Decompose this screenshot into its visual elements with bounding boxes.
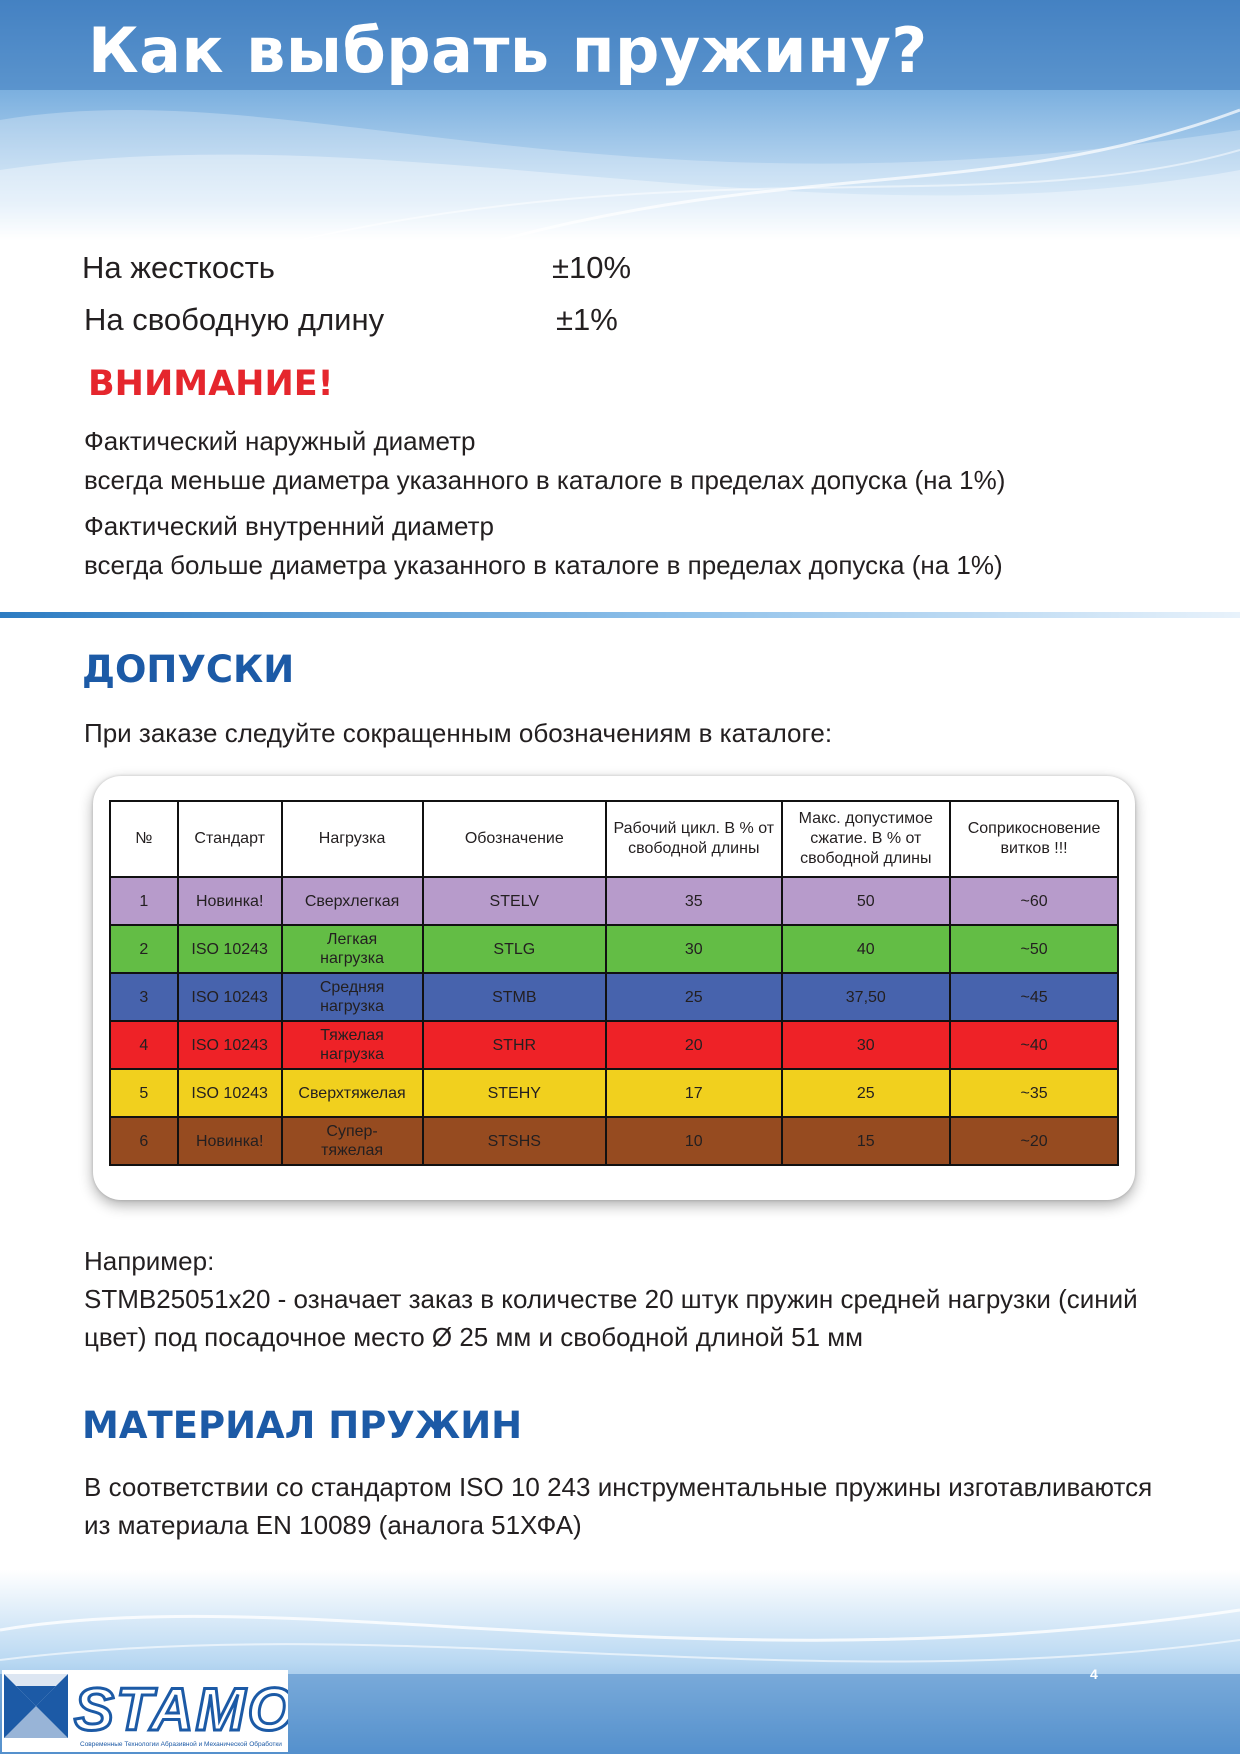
table-header-cell: Соприкосновение витков !!!	[950, 801, 1118, 877]
table-cell: 25	[782, 1069, 951, 1117]
header-banner	[0, 0, 1240, 240]
table-cell: 37,50	[782, 973, 951, 1021]
table-row	[110, 973, 1118, 1021]
table-cell: Легкая нагрузка	[282, 925, 423, 973]
table-cell: 30	[606, 925, 781, 973]
table-cell: STMB	[423, 973, 607, 1021]
attention-heading: ВНИМАНИЕ!	[88, 364, 334, 404]
stamo-logo	[2, 1670, 288, 1752]
table-cell: Средняя нагрузка	[282, 973, 423, 1021]
table-cell: ISO 10243	[178, 1069, 282, 1117]
attention-line: всегда больше диаметра указанного в каталоге в пределах допуска (на 1%)	[84, 550, 1003, 580]
table-cell: Сверхтяжелая	[282, 1069, 423, 1117]
attention-line: Фактический внутренний диаметр	[84, 511, 494, 541]
dopuski-intro: При заказе следуйте сокращенным обозначениям в каталоге:	[84, 718, 833, 748]
table-cell: ~50	[950, 925, 1118, 973]
table-cell: ~35	[950, 1069, 1118, 1117]
table-cell: Новинка!	[178, 1117, 282, 1165]
table-cell: STLG	[423, 925, 607, 973]
tolerance-label-stiffness: На жесткость	[82, 250, 275, 285]
table-row	[110, 925, 1118, 973]
table-header-cell: Стандарт	[178, 801, 282, 877]
table-cell: 2	[110, 925, 178, 973]
section-divider	[0, 612, 1240, 618]
material-heading: МАТЕРИАЛ ПРУЖИН	[82, 1404, 523, 1447]
example-line: цвет) под посадочное место Ø 25 мм и свободной длиной 51 мм	[84, 1322, 864, 1352]
table-header-cell: Рабочий цикл. В % от свободной длины	[606, 801, 781, 877]
table-cell: STSHS	[423, 1117, 607, 1165]
page-title: Как выбрать пружину?	[88, 14, 928, 87]
table-header-cell: Нагрузка	[282, 801, 423, 877]
example-line: STMB25051x20 - означает заказ в количестве 20 штук пружин средней нагрузки (синий	[84, 1284, 1138, 1314]
table-cell: 15	[782, 1117, 951, 1165]
tolerance-value-free-length: ±1%	[556, 302, 618, 337]
tolerance-label-free-length: На свободную длину	[84, 302, 385, 337]
table-header-cell: Макс. допустимое сжатие. В % от свободной длины	[782, 801, 951, 877]
attention-line: всегда меньше диаметра указанного в каталоге в пределах допуска (на 1%)	[84, 465, 1006, 495]
table-cell: 25	[606, 973, 781, 1021]
table-cell: STEHY	[423, 1069, 607, 1117]
example-heading: Например:	[84, 1246, 215, 1276]
table-cell: 5	[110, 1069, 178, 1117]
attention-line: Фактический наружный диаметр	[84, 426, 476, 456]
table-cell: 50	[782, 877, 951, 925]
table-header-cell: №	[110, 801, 178, 877]
table-cell: ISO 10243	[178, 925, 282, 973]
tolerance-value-stiffness: ±10%	[552, 250, 632, 285]
table-row	[110, 1021, 1118, 1069]
logo-text: STAMO	[74, 1676, 288, 1743]
page-number: 4	[1090, 1666, 1098, 1682]
table-cell: 1	[110, 877, 178, 925]
table-header-cell: Обозначение	[423, 801, 607, 877]
table-cell: Тяжелая нагрузка	[282, 1021, 423, 1069]
table-cell: 4	[110, 1021, 178, 1069]
table-cell: 30	[782, 1021, 951, 1069]
tolerance-table-card	[93, 776, 1135, 1200]
logo-tagline: Современные Технологии Абразивной и Механической Обработки	[80, 1741, 282, 1748]
table-cell: ~45	[950, 973, 1118, 1021]
table-cell: ISO 10243	[178, 1021, 282, 1069]
table-cell: Сверхлегкая	[282, 877, 423, 925]
material-line: из материала EN 10089 (аналога 51ХФА)	[84, 1510, 582, 1540]
table-cell: Новинка!	[178, 877, 282, 925]
table-cell: 3	[110, 973, 178, 1021]
stamo-logo-graphic	[2, 1670, 288, 1752]
table-cell: 10	[606, 1117, 781, 1165]
tolerance-table	[109, 800, 1119, 1166]
table-row	[110, 1069, 1118, 1117]
table-cell: 40	[782, 925, 951, 973]
material-line: В соответствии со стандартом ISO 10 243 инструментальные пружины изготавливаются	[84, 1472, 1153, 1502]
table-cell: 20	[606, 1021, 781, 1069]
table-cell: 17	[606, 1069, 781, 1117]
table-cell: 35	[606, 877, 781, 925]
table-cell: ~40	[950, 1021, 1118, 1069]
table-header-row	[110, 801, 1118, 877]
table-cell: STHR	[423, 1021, 607, 1069]
table-cell: 6	[110, 1117, 178, 1165]
table-cell: Супер-тяжелая	[282, 1117, 423, 1165]
table-row	[110, 1117, 1118, 1165]
table-cell: STELV	[423, 877, 607, 925]
dopuski-heading: ДОПУСКИ	[82, 648, 295, 691]
table-cell: ISO 10243	[178, 973, 282, 1021]
table-row	[110, 877, 1118, 925]
table-cell: ~60	[950, 877, 1118, 925]
table-cell: ~20	[950, 1117, 1118, 1165]
